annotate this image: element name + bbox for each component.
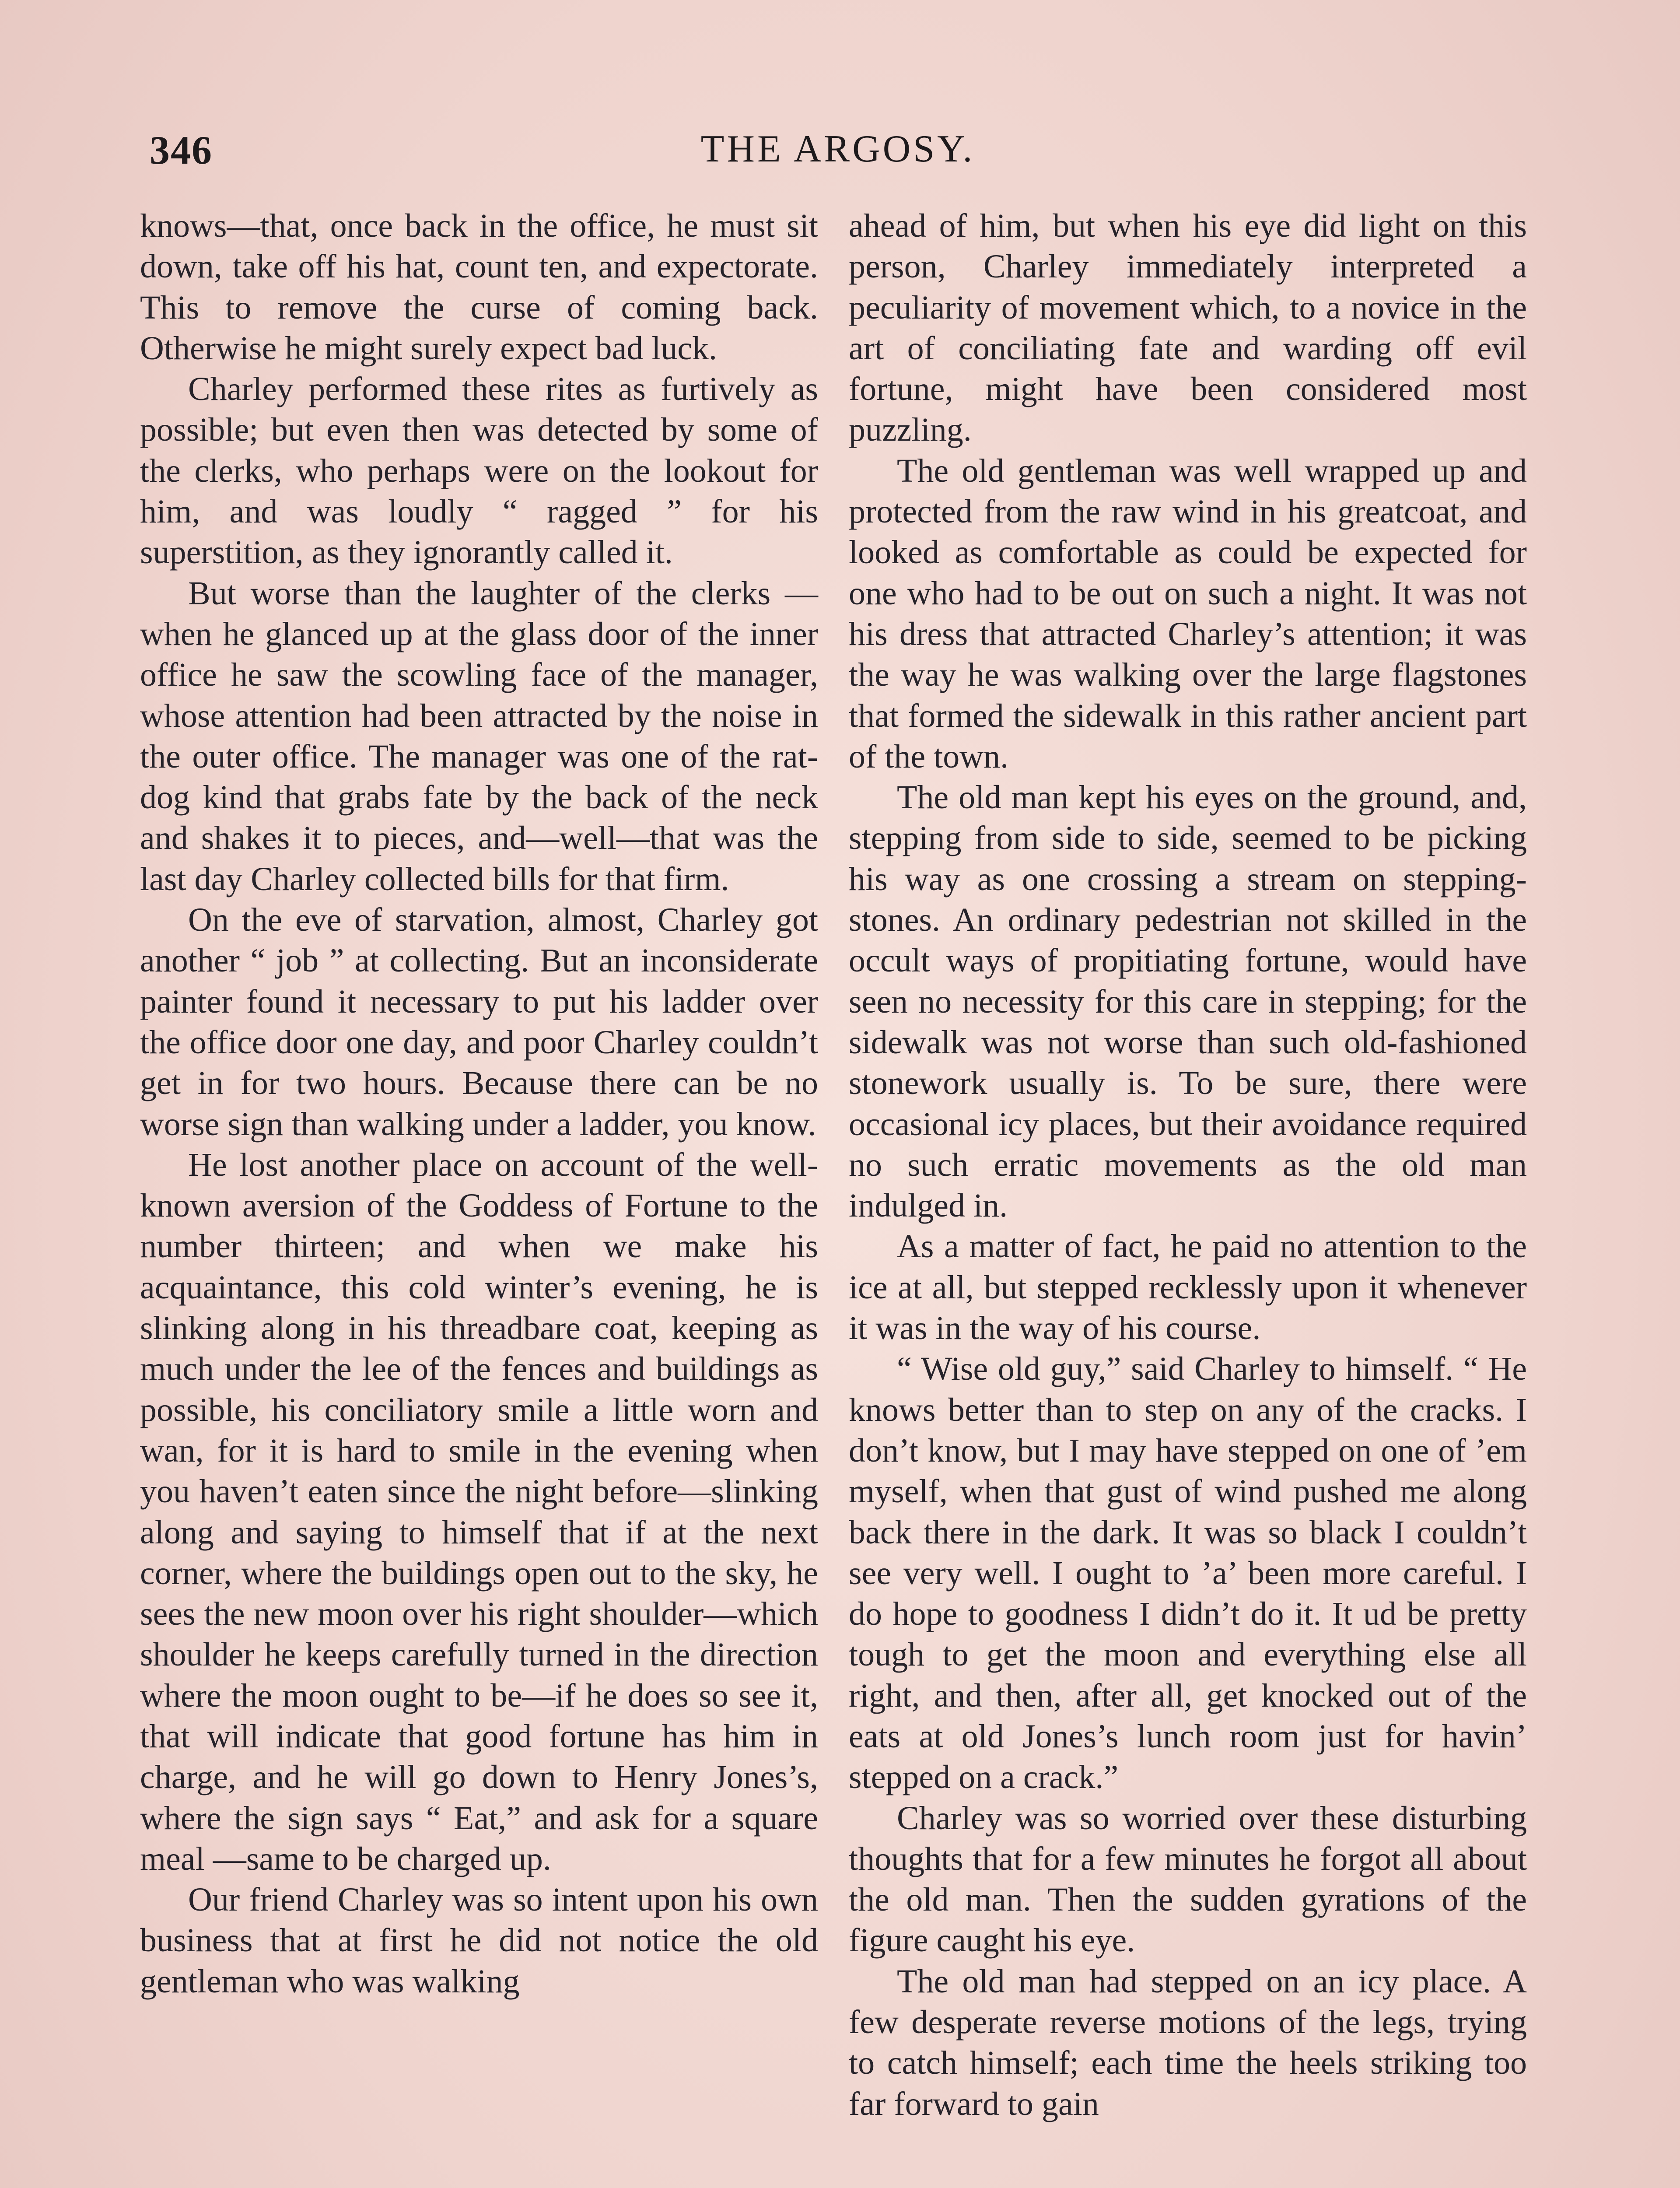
paragraph: The old gentleman was well wrapped up and protected from the raw wind in his greatcoat, and looked as comfortable as could be expected for one who had to be out on such a night. It was not his dress that attracted Charley’s attention; it was the way he was walking over the large flagstones that formed the sidewalk in this rather ancient part of the town.	[849, 452, 1527, 775]
paragraph: He lost another place on account of the well-known aversion of the Goddess of Fortune to the number thirteen; and when we make his acquaintance, this cold winter’s evening, he is slinking along in his threadbare coat, keeping as much under the lee of the fences and buildings as possible, his conciliatory smile a little worn and wan, for it is hard to smile in the evening when you haven’t eaten since the night before—slinking along and saying to himself that if at the next corner, where the buildings open out to the sky, he sees the new moon over his right shoulder—which shoulder he keeps carefully turned in the direction where the moon ought to be—if he does so see it, that will indicate that good fortune has him in charge, and he will go down to Henry Jones’s, where the sign says “ Eat,” and ask for a square meal —same to be charged up.	[140, 1146, 818, 1877]
paragraph: As a matter of fact, he paid no attention to the ice at all, but stepped recklessly upon it whenever it was in the way of his course.	[849, 1228, 1527, 1347]
paragraph: ahead of him, but when his eye did light on this person, Charley immediately interpreted a peculiarity of movement which, to a novice in the art of conciliating fate and warding off evil fortune, might have been considered most puzzling.	[849, 207, 1527, 449]
paragraph: knows—that, once back in the office, he must sit down, take off his hat, count ten, and expectorate. This to remove the curse of coming back. Otherwise he might surely expect bad luck.	[140, 207, 818, 367]
paragraph: The old man had stepped on an icy place. A few desperate reverse motions of the legs, trying to catch himself; each time the heels striking too far forward to gain	[849, 1963, 1527, 2122]
paragraph: Charley was so worried over these disturbing thoughts that for a few minutes he forgot all about the old man. Then the sudden gyrations of the figure caught his eye.	[849, 1799, 1527, 1959]
paragraph: Our friend Charley was so intent upon his own business that at first he did not notice the old gentleman who was walking	[140, 1881, 818, 2000]
paragraph: On the eve of starvation, almost, Charley got another “ job ” at collecting. But an inconsiderate painter found it necessary to put his ladder over the office door one day, and poor Charley couldn’t get in for two hours. Because there can be no worse sign than walking under a ladder, you know.	[140, 901, 818, 1143]
running-head: THE ARGOSY.	[700, 128, 975, 170]
right-column	[849, 206, 1527, 2125]
page-header	[144, 127, 1531, 184]
paragraph: “ Wise old guy,” said Charley to himself. “ He knows better than to step on any of the cracks. I don’t know, but I may have stepped on one of ’em myself, when that gust of wind pushed me along back there in the dark. It was so black I couldn’t see very well. I ought to ’a’ been more careful. I do hope to goodness I didn’t do it. It ud be pretty tough to get the moon and everything else all right, and then, after all, get knocked out of the eats at old Jones’s lunch room just for havin’ stepped on a crack.”	[849, 1350, 1527, 1796]
paragraph: Charley performed these rites as furtively as possible; but even then was detected by some of the clerks, who perhaps were on the lookout for him, and was loudly “ ragged ” for his superstition, as they ignorantly called it.	[140, 371, 818, 571]
page-number: 346	[150, 128, 213, 172]
left-column	[140, 206, 818, 2002]
paragraph: But worse than the laughter of the clerks —when he glanced up at the glass door of the inner office he saw the scowling face of the manager, whose attention had been attracted by the noise in the outer office. The manager was one of the rat-dog kind that grabs fate by the back of the neck and shakes it to pieces, and—well—that was the last day Charley collected bills for that firm.	[140, 575, 818, 898]
paragraph: The old man kept his eyes on the ground, and, stepping from side to side, seemed to be picking his way as one crossing a stream on stepping-stones. An ordinary pedestrian not skilled in the occult ways of propitiating fortune, would have seen no necessity for this care in stepping; for the sidewalk was not worse than such old-fashioned stonework usually is. To be sure, there were occasional icy places, but their avoidance required no such erratic movements as the old man indulged in.	[849, 779, 1527, 1224]
